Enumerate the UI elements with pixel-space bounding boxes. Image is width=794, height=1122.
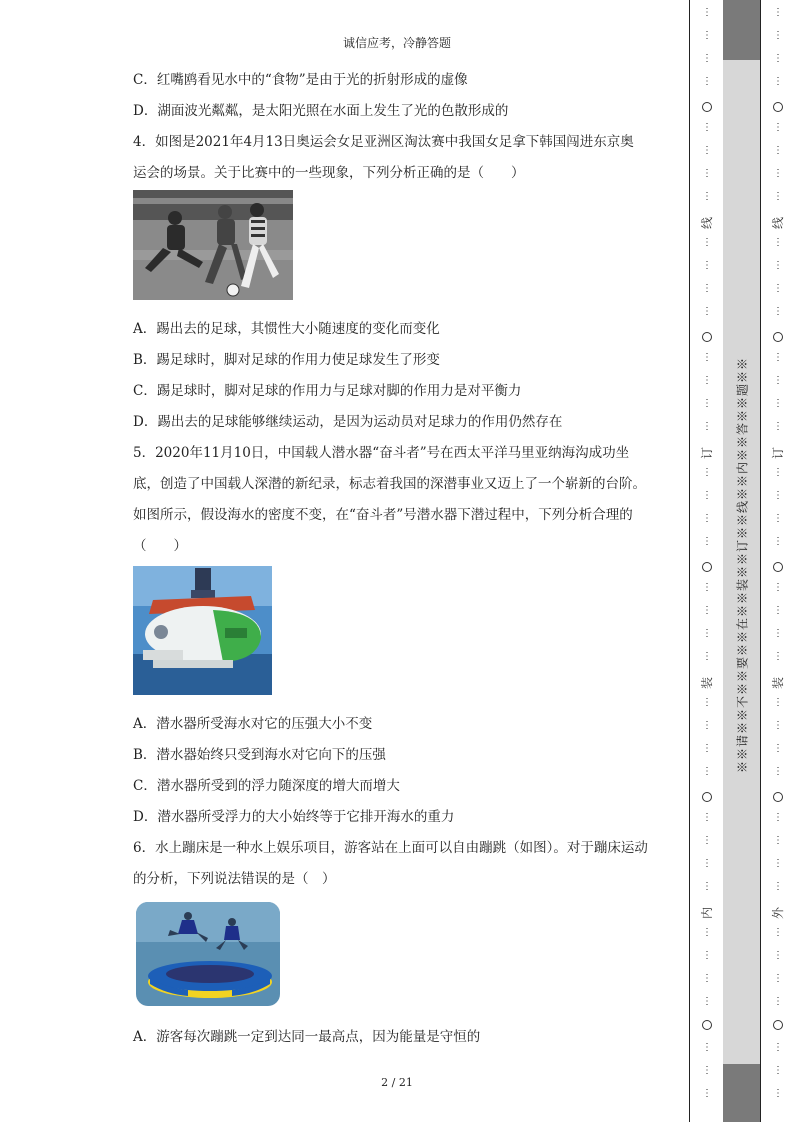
margin-dots: ⋮ bbox=[773, 122, 783, 133]
margin-dots: ⋮ bbox=[773, 145, 783, 156]
inner-label: 内 bbox=[700, 907, 714, 920]
circle-mark-icon bbox=[773, 792, 783, 802]
margin-dots: ⋮ bbox=[702, 30, 712, 41]
margin-dots: ⋮ bbox=[773, 858, 783, 869]
margin-border-outer bbox=[760, 0, 761, 1122]
submersible-photo bbox=[133, 566, 272, 695]
margin-dots: ⋮ bbox=[773, 237, 783, 248]
circle-mark-icon bbox=[773, 562, 783, 572]
q5-option-c: C．潜水器所受到的浮力随深度的增大而增大 bbox=[133, 778, 400, 794]
margin-dots: ⋮ bbox=[702, 927, 712, 938]
margin-dots: ⋮ bbox=[702, 996, 712, 1007]
q4-option-d: D．踢出去的足球能够继续运动，是因为运动员对足球力的作用仍然存在 bbox=[133, 414, 563, 430]
margin-dots: ⋮ bbox=[773, 536, 783, 547]
margin-dots: ⋮ bbox=[773, 53, 783, 64]
page-number: 2 / 21 bbox=[381, 1076, 413, 1089]
margin-dots: ⋮ bbox=[773, 628, 783, 639]
margin-dots: ⋮ bbox=[773, 697, 783, 708]
no-answer-notice: ※※请※※不※※要※※在※※装※※订※※线※※内※※答※※题※※ bbox=[735, 356, 749, 774]
margin-dots: ⋮ bbox=[773, 766, 783, 777]
inner-label: 装 bbox=[700, 677, 714, 690]
margin-dots: ⋮ bbox=[773, 283, 783, 294]
margin-dots: ⋮ bbox=[773, 168, 783, 179]
margin-dots: ⋮ bbox=[773, 973, 783, 984]
margin-dots: ⋮ bbox=[702, 76, 712, 87]
circle-mark-icon bbox=[702, 1020, 712, 1030]
q6-stem-line2: 的分析，下列说法错误的是（ ） bbox=[133, 871, 336, 887]
margin-dots: ⋮ bbox=[702, 858, 712, 869]
margin-dots: ⋮ bbox=[773, 352, 783, 363]
q3-option-c: C．红嘴鸥看见水中的“食物”是由于光的折射形成的虚像 bbox=[133, 72, 468, 88]
margin-dots: ⋮ bbox=[702, 651, 712, 662]
margin-dots: ⋮ bbox=[773, 490, 783, 501]
margin-dots: ⋮ bbox=[773, 651, 783, 662]
margin-dots: ⋮ bbox=[702, 720, 712, 731]
q5-stem-line3: 如图所示，假设海水的密度不变，在“奋斗者”号潜水器下潜过程中，下列分析合理的 bbox=[133, 507, 633, 523]
margin-dots: ⋮ bbox=[702, 973, 712, 984]
margin-dots: ⋮ bbox=[773, 812, 783, 823]
margin-dots: ⋮ bbox=[773, 30, 783, 41]
margin-dots: ⋮ bbox=[773, 375, 783, 386]
inner-label: 订 bbox=[700, 447, 714, 460]
margin-dots: ⋮ bbox=[702, 1065, 712, 1076]
margin-dots: ⋮ bbox=[773, 260, 783, 271]
q5-option-d: D．潜水器所受浮力的大小始终等于它排开海水的重力 bbox=[133, 809, 455, 825]
margin-dots: ⋮ bbox=[702, 1042, 712, 1053]
q4-stem-line2: 运会的场景。关于比赛中的一些现象，下列分析正确的是（ ） bbox=[133, 165, 525, 181]
margin-dots: ⋮ bbox=[702, 168, 712, 179]
page-header: 诚信应考，冷静答题 bbox=[342, 36, 451, 50]
margin-dots: ⋮ bbox=[702, 536, 712, 547]
margin-dots: ⋮ bbox=[702, 697, 712, 708]
margin-dots: ⋮ bbox=[773, 76, 783, 87]
margin-dots: ⋮ bbox=[702, 145, 712, 156]
inner-label: 线 bbox=[700, 217, 714, 230]
outer-label: 订 bbox=[771, 447, 785, 460]
circle-mark-icon bbox=[773, 332, 783, 342]
margin-dots: ⋮ bbox=[702, 260, 712, 271]
margin-dots: ⋮ bbox=[773, 950, 783, 961]
margin-dots: ⋮ bbox=[773, 1065, 783, 1076]
margin-dots: ⋮ bbox=[773, 467, 783, 478]
margin-dots: ⋮ bbox=[702, 812, 712, 823]
outer-seal-line bbox=[768, 0, 788, 1122]
q4-option-b: B．踢足球时，脚对足球的作用力使足球发生了形变 bbox=[133, 352, 440, 368]
q5-stem-line1: 5．2020年11月10日，中国载人潜水器“奋斗者”号在西太平洋马里亚纳海沟成功坐 bbox=[133, 445, 630, 461]
water-trampoline-photo bbox=[136, 902, 280, 1006]
margin-dots: ⋮ bbox=[702, 582, 712, 593]
outer-label: 外 bbox=[771, 907, 785, 920]
q5-stem-line2: 底，创造了中国载人深潜的新纪录，标志着我国的深潜事业又迈上了一个崭新的台阶。 bbox=[133, 476, 646, 492]
inner-seal-line bbox=[697, 0, 717, 1122]
margin-dots: ⋮ bbox=[702, 881, 712, 892]
margin-dots: ⋮ bbox=[773, 927, 783, 938]
q6-stem-line1: 6．水上蹦床是一种水上娱乐项目，游客站在上面可以自由蹦跳（如图）。对于蹦床运动 bbox=[133, 840, 648, 856]
margin-dots: ⋮ bbox=[702, 122, 712, 133]
margin-dots: ⋮ bbox=[702, 306, 712, 317]
margin-dots: ⋮ bbox=[773, 996, 783, 1007]
margin-dots: ⋮ bbox=[773, 1042, 783, 1053]
soccer-match-photo bbox=[133, 190, 293, 300]
q4-stem-line1: 4．如图是2021年4月13日奥运会女足亚洲区淘汰赛中我国女足拿下韩国闯进东京奥 bbox=[133, 134, 634, 150]
margin-dots: ⋮ bbox=[773, 1088, 783, 1099]
margin-dots: ⋮ bbox=[702, 7, 712, 18]
circle-mark-icon bbox=[702, 102, 712, 112]
margin-dots: ⋮ bbox=[702, 766, 712, 777]
q3-option-d: D．湖面波光粼粼，是太阳光照在水面上发生了光的色散形成的 bbox=[133, 103, 509, 119]
margin-dots: ⋮ bbox=[702, 467, 712, 478]
margin-dots: ⋮ bbox=[773, 306, 783, 317]
margin-dots: ⋮ bbox=[702, 191, 712, 202]
margin-dots: ⋮ bbox=[702, 375, 712, 386]
margin-dots: ⋮ bbox=[702, 352, 712, 363]
margin-dots: ⋮ bbox=[702, 283, 712, 294]
margin-dots: ⋮ bbox=[702, 1088, 712, 1099]
margin-dots: ⋮ bbox=[702, 950, 712, 961]
margin-dots: ⋮ bbox=[773, 421, 783, 432]
q5-option-b: B．潜水器始终只受到海水对它向下的压强 bbox=[133, 747, 386, 763]
margin-dots: ⋮ bbox=[773, 743, 783, 754]
margin-dots: ⋮ bbox=[702, 835, 712, 846]
outer-label: 线 bbox=[771, 217, 785, 230]
margin-dots: ⋮ bbox=[773, 191, 783, 202]
margin-dots: ⋮ bbox=[773, 881, 783, 892]
margin-dots: ⋮ bbox=[702, 743, 712, 754]
margin-border-left bbox=[689, 0, 690, 1122]
margin-dots: ⋮ bbox=[702, 490, 712, 501]
margin-dots: ⋮ bbox=[773, 720, 783, 731]
margin-dots: ⋮ bbox=[702, 605, 712, 616]
q4-option-c: C．踢足球时，脚对足球的作用力与足球对脚的作用力是对平衡力 bbox=[133, 383, 522, 399]
circle-mark-icon bbox=[702, 332, 712, 342]
margin-dark-block-bottom bbox=[723, 1064, 760, 1122]
margin-dots: ⋮ bbox=[773, 582, 783, 593]
margin-dots: ⋮ bbox=[773, 605, 783, 616]
margin-dots: ⋮ bbox=[773, 835, 783, 846]
margin-dots: ⋮ bbox=[773, 513, 783, 524]
margin-dark-block-top bbox=[723, 0, 760, 60]
margin-dots: ⋮ bbox=[702, 53, 712, 64]
margin-dots: ⋮ bbox=[702, 628, 712, 639]
circle-mark-icon bbox=[702, 792, 712, 802]
circle-mark-icon bbox=[773, 102, 783, 112]
margin-dots: ⋮ bbox=[702, 513, 712, 524]
margin-dots: ⋮ bbox=[702, 398, 712, 409]
circle-mark-icon bbox=[773, 1020, 783, 1030]
q5-option-a: A．潜水器所受海水对它的压强大小不变 bbox=[133, 716, 373, 732]
margin-dots: ⋮ bbox=[702, 421, 712, 432]
q5-stem-line4: （ ） bbox=[133, 538, 187, 554]
q4-option-a: A．踢出去的足球，其惯性大小随速度的变化而变化 bbox=[133, 321, 440, 337]
margin-dots: ⋮ bbox=[773, 7, 783, 18]
outer-label: 装 bbox=[771, 677, 785, 690]
margin-dots: ⋮ bbox=[702, 237, 712, 248]
margin-dots: ⋮ bbox=[773, 398, 783, 409]
circle-mark-icon bbox=[702, 562, 712, 572]
q6-option-a: A．游客每次蹦跳一定到达同一最高点，因为能量是守恒的 bbox=[133, 1029, 481, 1045]
